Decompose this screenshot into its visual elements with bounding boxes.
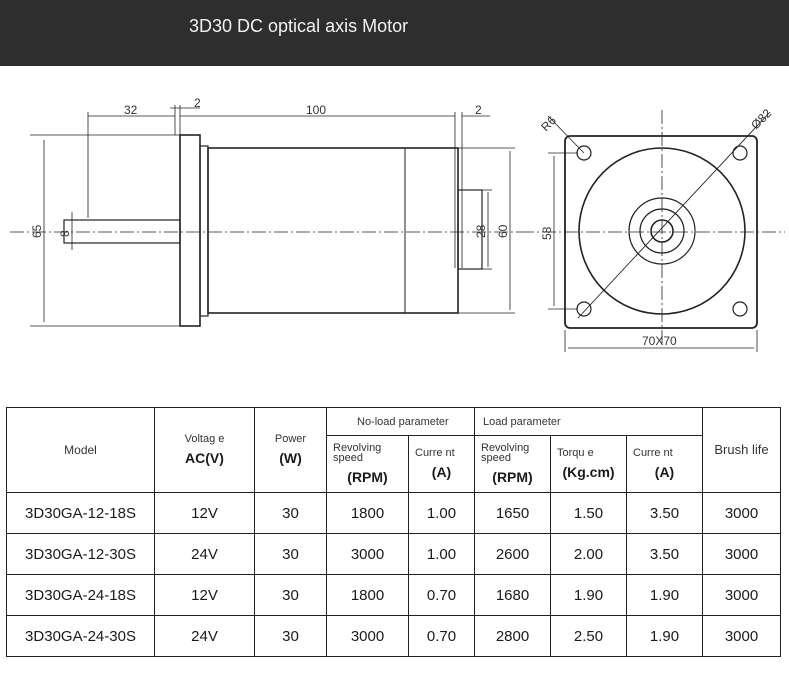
motor-body bbox=[208, 148, 458, 313]
page-title: 3D30 DC optical axis Motor bbox=[189, 16, 409, 36]
cell-l-speed: 2800 bbox=[475, 616, 551, 657]
cell-l-speed: 1650 bbox=[475, 493, 551, 534]
motor-technical-drawing bbox=[0, 66, 789, 396]
side-dim-labels bbox=[30, 96, 510, 238]
mount-hole bbox=[577, 302, 591, 316]
cell-power: 30 bbox=[255, 575, 327, 616]
cell-brush-life: 3000 bbox=[703, 575, 781, 616]
dim-cap-diameter: 28 bbox=[474, 224, 488, 238]
table-row bbox=[7, 534, 781, 575]
dim-flange-height: 65 bbox=[30, 224, 44, 238]
front-view bbox=[520, 110, 785, 352]
cell-l-torque: 1.50 bbox=[551, 493, 627, 534]
dim-flange-size: 70X70 bbox=[642, 334, 677, 348]
mount-hole bbox=[733, 302, 747, 316]
cell-voltage: 12V bbox=[155, 575, 255, 616]
cell-l-current: 1.90 bbox=[627, 575, 703, 616]
shaft bbox=[64, 220, 180, 243]
cell-model: 3D30GA-12-18S bbox=[7, 493, 155, 534]
dim-shaft-length: 32 bbox=[124, 103, 138, 117]
cell-model: 3D30GA-24-30S bbox=[7, 616, 155, 657]
dim-body-length: 100 bbox=[306, 103, 327, 117]
cell-power: 30 bbox=[255, 493, 327, 534]
table-row bbox=[7, 575, 781, 616]
side-view bbox=[10, 105, 520, 326]
dim-circle-diameter: Ø82 bbox=[748, 106, 775, 133]
cell-l-torque: 2.50 bbox=[551, 616, 627, 657]
cell-model: 3D30GA-12-30S bbox=[7, 534, 155, 575]
header-nl-speed: Revolving speed (RPM) bbox=[327, 436, 409, 493]
header-l-current: Curre nt (A) bbox=[627, 436, 703, 493]
cell-power: 30 bbox=[255, 616, 327, 657]
cell-l-current: 1.90 bbox=[627, 616, 703, 657]
cell-l-current: 3.50 bbox=[627, 493, 703, 534]
dim-shaft-diameter: 8 bbox=[58, 230, 72, 237]
flange bbox=[180, 135, 200, 326]
cell-l-torque: 1.90 bbox=[551, 575, 627, 616]
cell-l-current: 3.50 bbox=[627, 534, 703, 575]
dim-body-diameter: 60 bbox=[496, 224, 510, 238]
header-banner bbox=[0, 0, 789, 66]
mount-hole bbox=[733, 146, 747, 160]
cell-voltage: 24V bbox=[155, 534, 255, 575]
cell-l-speed: 1680 bbox=[475, 575, 551, 616]
header-l-speed: Revolving speed (RPM) bbox=[475, 436, 551, 493]
header-load-group: Load parameter bbox=[475, 408, 703, 436]
dim-flange-thickness: 2 bbox=[194, 96, 201, 110]
cell-nl-speed: 1800 bbox=[327, 493, 409, 534]
cell-l-torque: 2.00 bbox=[551, 534, 627, 575]
cell-nl-speed: 3000 bbox=[327, 534, 409, 575]
header-nl-current: Curre nt (A) bbox=[409, 436, 475, 493]
header-model: Model bbox=[7, 408, 155, 493]
cell-nl-speed: 1800 bbox=[327, 575, 409, 616]
header-power: Power (W) bbox=[255, 408, 327, 493]
cell-voltage: 12V bbox=[155, 493, 255, 534]
dim-hole-pitch: 58 bbox=[540, 226, 554, 240]
cell-nl-speed: 3000 bbox=[327, 616, 409, 657]
cell-power: 30 bbox=[255, 534, 327, 575]
cell-nl-current: 0.70 bbox=[409, 616, 475, 657]
cell-l-speed: 2600 bbox=[475, 534, 551, 575]
cell-brush-life: 3000 bbox=[703, 493, 781, 534]
header-brush-life: Brush life bbox=[703, 408, 781, 493]
header-noload-group: No-load parameter bbox=[327, 408, 475, 436]
cell-voltage: 24V bbox=[155, 616, 255, 657]
dim-end-thickness: 2 bbox=[475, 103, 482, 117]
table-row bbox=[7, 493, 781, 534]
header-l-torque: Torqu e (Kg.cm) bbox=[551, 436, 627, 493]
table-row bbox=[7, 616, 781, 657]
cell-model: 3D30GA-24-18S bbox=[7, 575, 155, 616]
spec-table bbox=[6, 407, 781, 657]
header-voltage: Voltag e AC(V) bbox=[155, 408, 255, 493]
cell-brush-life: 3000 bbox=[703, 534, 781, 575]
cell-brush-life: 3000 bbox=[703, 616, 781, 657]
cell-nl-current: 1.00 bbox=[409, 493, 475, 534]
flange-step bbox=[200, 146, 208, 316]
cell-nl-current: 1.00 bbox=[409, 534, 475, 575]
dim-hole-radius: R6 bbox=[538, 113, 559, 135]
cell-nl-current: 0.70 bbox=[409, 575, 475, 616]
